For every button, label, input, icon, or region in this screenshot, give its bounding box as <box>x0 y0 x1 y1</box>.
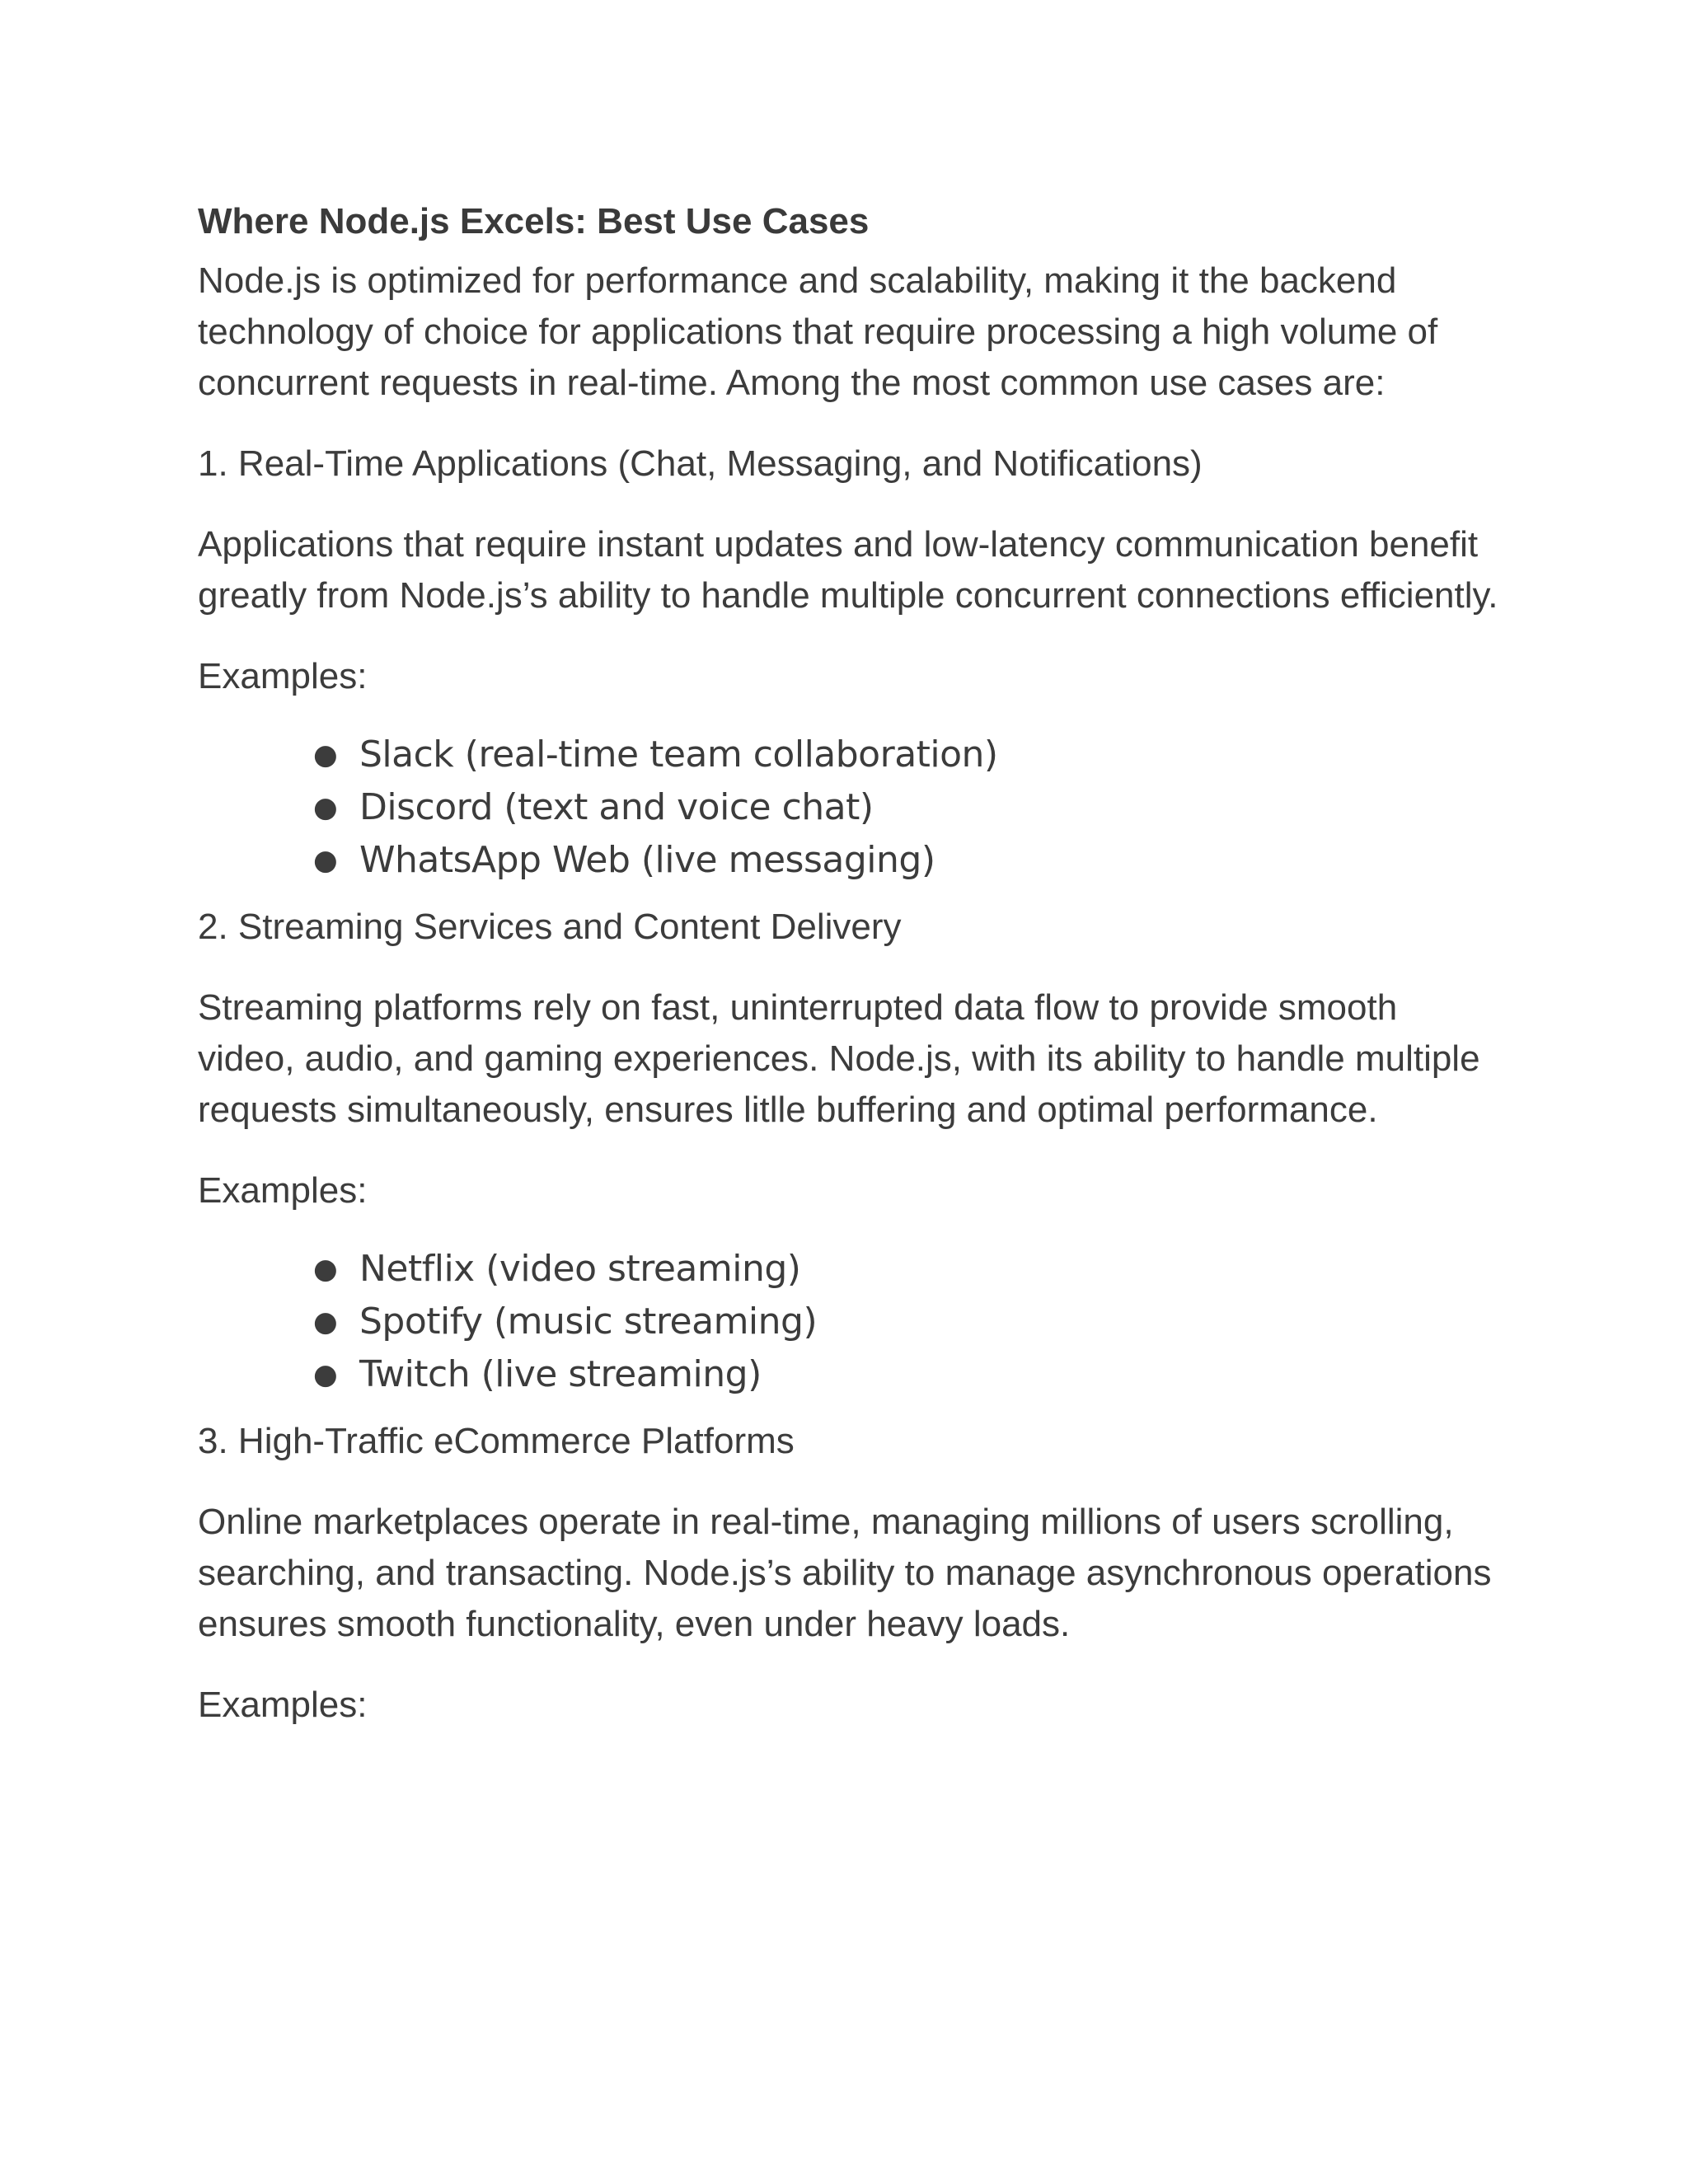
section-body: Applications that require instant updates and low-latency communication benefit greatly from Node.js’s ability to handle multiple concurrent connections efficiently. <box>198 524 1498 616</box>
document-page <box>198 196 1500 1757</box>
bullet-icon: ● <box>313 1358 338 1391</box>
section-real-time <box>198 438 1500 887</box>
section-title: 1. Real-Time Applications (Chat, Messaging, and Notifications) <box>198 443 1203 484</box>
examples-list <box>198 729 1500 887</box>
page-title: Where Node.js Excels: Best Use Cases <box>198 201 870 241</box>
section-title: 2. Streaming Services and Content Delivery <box>198 907 902 947</box>
bullet-icon: ● <box>313 1305 338 1338</box>
bullet-icon: ● <box>313 791 338 824</box>
list-item: ● Slack (real-time team collaboration) <box>313 729 1500 781</box>
section-streaming <box>198 902 1500 1401</box>
list-item: ● Discord (text and voice chat) <box>313 781 1500 834</box>
list-item: ● WhatsApp Web (live messaging) <box>313 834 1500 887</box>
bullet-icon: ● <box>313 738 338 771</box>
list-item: ● Twitch (live streaming) <box>313 1348 1500 1401</box>
examples-list <box>198 1243 1500 1401</box>
section-body: Streaming platforms rely on fast, uninterrupted data flow to provide smooth video, audio, and gaming experiences. Node.js, with its ability to handle multiple requests simultaneously, ensures litlle buffering and optimal performance. <box>198 987 1480 1130</box>
section-title: 3. High-Traffic eCommerce Platforms <box>198 1421 795 1461</box>
examples-label: Examples: <box>198 1170 368 1211</box>
list-item: ● Netflix (video streaming) <box>313 1243 1500 1296</box>
intro-paragraph: Node.js is optimized for performance and scalability, making it the backend technology of choice for applications that require processing a high volume of concurrent requests in real-time. Among the most common use cases are: <box>198 260 1438 403</box>
examples-label: Examples: <box>198 1685 368 1725</box>
section-ecommerce <box>198 1416 1500 1731</box>
section-body: Online marketplaces operate in real-time, managing millions of users scrolling, searching, and transacting. Node.js’s ability to manage asynchronous operations ensures smooth functionality, even under heavy loads. <box>198 1502 1492 1644</box>
examples-label: Examples: <box>198 656 368 696</box>
bullet-icon: ● <box>313 1253 338 1286</box>
list-item: ● Spotify (music streaming) <box>313 1296 1500 1348</box>
bullet-icon: ● <box>313 844 338 877</box>
